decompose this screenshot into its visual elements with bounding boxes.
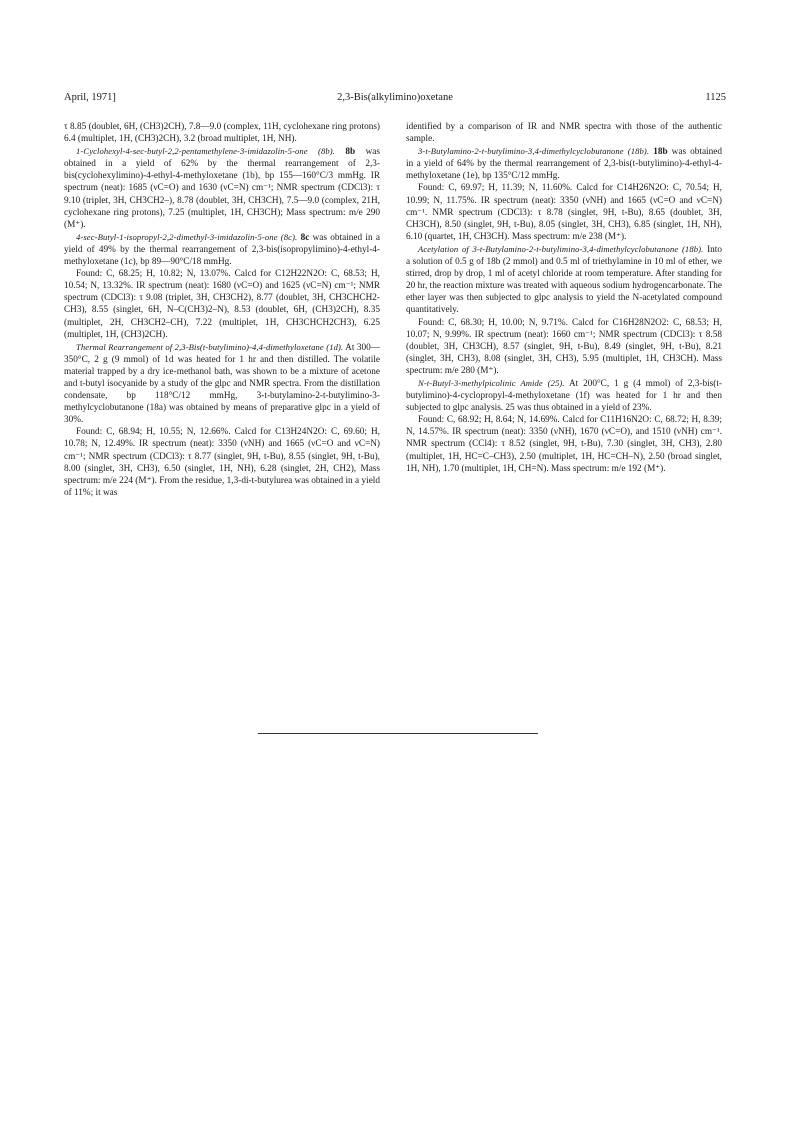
paragraph [406, 317, 722, 377]
paragraph-text: Found: C, 69.97; H, 11.39; N, 11.60%. Calcd for C14H26N2O: C, 70.54; H, 10.99; N, 11.75%. IR spectrum (neat): 3350 (νNH) and 1665 (νC=O and νC=N) cm⁻¹. NMR spectrum (CDCl3): τ 8.78 (singlet, 9H, t-Bu), 8.65 (doublet, 3H, CH3CH), 8.50 (singlet, 9H, t-Bu), 8.05 (singlet, 3H, CH3), 6.85 (singlet, 1H, NH), 6.10 (quartet, 1H, CH3CH). Mass spectrum: m/e 238 (M⁺). [406, 183, 722, 242]
compound-ref: 8c [300, 232, 310, 243]
section-heading: 4-sec-Butyl-1-isopropyl-2,2-dimethyl-3-imidazolin-5-one (8c). [76, 231, 298, 242]
paragraph [64, 121, 380, 145]
section-paragraph [406, 377, 722, 414]
running-header [64, 92, 726, 106]
paragraph-text: was obtained in a yield of 62% by the thermal rearrangement of 2,3-bis(cyclohexylimino)-4-ethyl-4-methyloxetane (1b), bp 155—160°C/3 mmHg. IR spectrum (neat): 1685 (νC=O) and 1630 (νC=N) cm⁻¹; NMR spectrum (CDCl3): τ 9.10 (triplet, 3H, CH3CH2–), 8.78 (doublet, 3H, CH3CH), 7.5—9.0 (complex, 21H, cyclohexane ring protons), 7.25 (multiplet, 1H, CH3CH); Mass spectrum: m/e 290 (M⁺). [64, 147, 380, 230]
paragraph-text: identified by a comparison of IR and NMR spectra with those of the authentic sample. [406, 122, 722, 145]
header-date: April, 1971] [64, 92, 116, 103]
section-paragraph [64, 341, 380, 427]
header-title: 2,3-Bis(alkylimino)oxetane [337, 92, 453, 103]
paragraph-text: At 300—350°C, 2 g (9 mmol) of 1d was heated for 1 hr and then distilled. The volatile material trapped by a dry ice-methanol bath, was shown to be a mixture of acetone and t-butyl isocyanide by a study of the glpc and NMR spectra. From the distillation condensate, bp 118°C/12 mmHg, 3-t-butylamino-2-t-butylimino-3-methylcyclobutanone (18a) was obtained by means of preparative glpc in a yield of 30%. [64, 342, 381, 426]
paragraph [406, 414, 722, 474]
end-rule [258, 733, 538, 734]
paragraph-text: was obtained in a yield of 49% by the thermal rearrangement of 2,3-bis(isopropylimino)-4-ethyl-4-methyloxetane (1c), bp 89—90°C/18 mmHg. [64, 232, 381, 268]
paragraph [64, 268, 380, 341]
section-heading: N-t-Butyl-3-methylpicolinic Amide (25). [418, 377, 565, 388]
section-paragraph [406, 243, 722, 317]
paragraph-text: τ 8.85 (doublet, 6H, (CH3)2CH), 7.8—9.0 (complex, 11H, cyclohexane ring protons) 6.4 (multiplet, 1H, (CH3)2CH), 3.2 (broad multiplet, 1H, NH). [64, 122, 380, 145]
page-number: 1125 [705, 92, 726, 103]
section-heading: 3-t-Butylamino-2-t-butylimino-3,4-dimethylcyclobutanone (18b). [418, 146, 650, 157]
paragraph [406, 121, 722, 145]
section-paragraph [64, 145, 380, 231]
compound-ref: 18b [653, 147, 668, 158]
paragraph-text: Found: C, 68.25; H, 10.82; N, 13.07%. Calcd for C12H22N2O: C, 68.53; H, 10.54; N, 13.32%. IR spectrum (neat): 1680 (νC=O) and 1625 (νC=N) cm⁻¹; NMR spectrum (CDCl3): τ 9.08 (triplet, 3H, CH3CH2), 8.77 (doublet, 3H, CH3CHCH2-CH3), 8.55 (singlet, 6H, N–C(CH3)2–N), 8.53 (doublet, 6H, (CH3)2CH), 8.35 (multiplet, 2H, CH3CH2–CH), 7.22 (multiplet, 1H, CH3CHCH2CH3), 6.25 (multiplet, 1H, (CH3)2CH). [64, 269, 380, 340]
compound-ref: 8b [345, 147, 356, 158]
paragraph-text: Found: C, 68.30; H, 10.00; N, 9.71%. Calcd for C16H28N2O2: C, 68.53; H, 10.07; N, 9.99%. IR spectrum (neat): 1660 cm⁻¹; NMR spectrum (CDCl3): τ 8.58 (doublet, 3H, CH3CH), 8.57 (singlet, 9H, t-Bu), 8.49 (singlet, 9H, t-Bu), 8.21 (singlet, 3H, CH3), 8.08 (singlet, 3H, CH3), 5.95 (multiplet, 1H, CH3CH). Mass spectrum: m/e 280 (M⁺). [406, 317, 722, 376]
section-heading: 1-Cyclohexyl-4-sec-butyl-2,2-pentamethylene-3-imidazolin-5-one (8b). [76, 146, 336, 157]
paragraph [64, 426, 380, 499]
section-paragraph [406, 145, 722, 182]
paragraph [406, 182, 722, 242]
right-column [406, 121, 722, 475]
paragraph-text: was obtained in a yield of 64% by the thermal rearrangement of 2,3-bis(t-butylimino)-4-ethyl-4-methyloxetane (1e), bp 135°C/12 mmHg. [406, 147, 722, 182]
paragraph-text: Found: C, 68.92; H, 8.64; N, 14.69%. Calcd for C11H16N2O: C, 68.72; H, 8.39; N, 14.57%. IR spectrum (neat): 3350 (νNH), 1670 (νC=O), and 1510 (νNH) cm⁻¹. NMR spectrum (CCl4): τ 8.52 (singlet, 9H, t-Bu), 7.30 (singlet, 3H, CH3), 2.80 (multiplet, 1H, HC=C–CH3), 2.50 (multiplet, 1H, HC=CH–N), 2.50 (broad singlet, 1H, NH), 1.70 (multiplet, 1H, CH=N). Mass spectrum: m/e 192 (M⁺). [406, 415, 722, 474]
section-heading: Thermal Rearrangement of 2,3-Bis(t-butylimino)-4,4-dimethyloxetane (1d). [76, 341, 344, 352]
paragraph-text: At 200°C, 1 g (4 mmol) of 2,3-bis(t-butylimino)-4-cyclopropyl-4-methyloxetane (1f) was heated for 1 hr and then subjected to glpc analysis. 25 was thus obtained in a yield of 23%. [406, 378, 722, 414]
paragraph-text: Found: C, 68.94; H, 10.55; N, 12.66%. Calcd for C13H24N2O: C, 69.60; H, 10.78; N, 12.49%. IR spectrum (neat): 3350 (νNH) and 1665 (νC=O and νC=N) cm⁻¹; NMR spectrum (CDCl3): τ 8.77 (singlet, 9H, t-Bu), 8.55 (singlet, 9H, t-Bu), 8.00 (singlet, 3H, CH3), 6.50 (singlet, 1H, NH), 6.28 (singlet, 2H, CH2), Mass spectrum: m/e 224 (M⁺). From the residue, 1,3-di-t-butylurea was obtained in a yield of 11%; it was [64, 427, 380, 498]
paragraph-text: Into a solution of 0.5 g of 18b (2 mmol) and 0.5 ml of triethylamine in 10 ml of ether, we stirred, drop by drop, 1 ml of acetyl chloride at room temperature. After standing for 20 hr, the reaction mixture was treated with aqueous sodium hydrogencarbonate. The ether layer was then subjected to glpc analysis to yield the N-acetylated compound quantitatively. [406, 244, 722, 316]
left-column [64, 121, 380, 499]
section-heading: Acetylation of 3-t-Butylamino-2-t-butylimino-3,4-dimethylcyclobutanone (18b). [418, 243, 704, 254]
section-paragraph [64, 231, 380, 268]
